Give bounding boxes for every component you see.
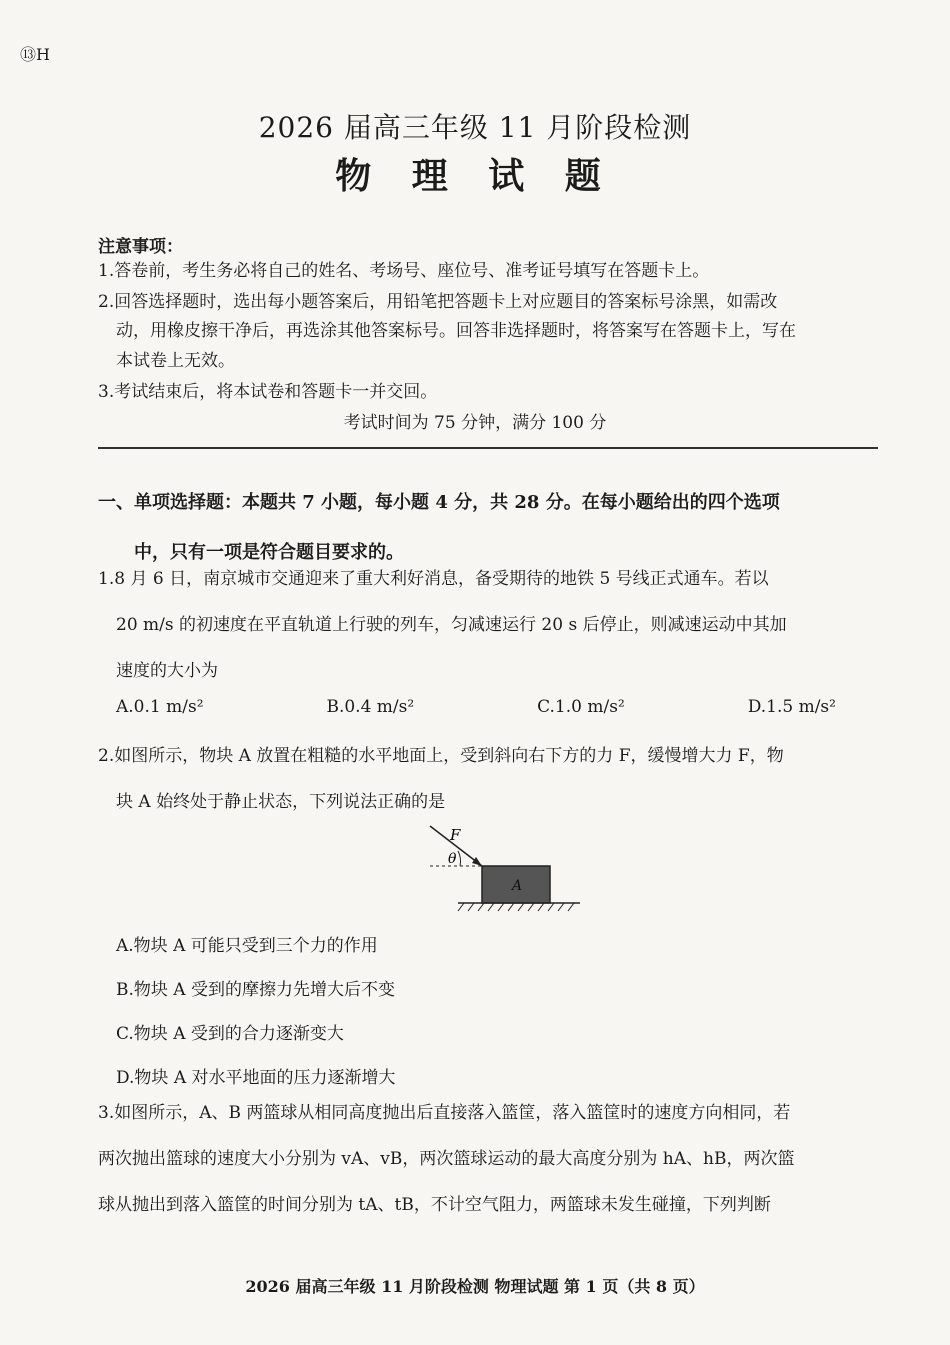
subject-title: 物 理 试 题	[335, 155, 615, 197]
corner-mark: ⑬H	[20, 45, 50, 64]
notice-item-2-end-wrap	[98, 346, 888, 377]
notice-item-2-cont-wrap	[98, 316, 888, 347]
section-1-line-2: 中，只有一项是符合题目要求的。	[134, 542, 404, 563]
notice-item-2-end: 本试卷上无效。	[116, 351, 235, 371]
angle-label: θ	[448, 851, 457, 867]
question-2-option-d: D.物块 A 对水平地面的压力逐渐增大	[116, 1068, 396, 1088]
question-2	[98, 733, 888, 825]
question-2-option-b: B.物块 A 受到的摩擦力先增大后不变	[116, 980, 395, 1000]
notice-item-3: 3.考试结束后，将本试卷和答题卡一并交回。	[98, 382, 438, 402]
question-2-line-1: 2.如图所示，物块 A 放置在粗糙的水平地面上，受到斜向右下方的力 F，缓慢增大力 F，物	[98, 746, 784, 766]
question-2-option-a: A.物块 A 可能只受到三个力的作用	[116, 936, 378, 956]
question-2-line-2: 块 A 始终处于静止状态，下列说法正确的是	[116, 792, 446, 812]
block-force-diagram	[420, 822, 590, 914]
question-1-line-2: 20 m/s 的初速度在平直轨道上行驶的列车，匀减速运行 20 s 后停止，则减速运动中其加	[116, 615, 787, 635]
question-1	[98, 556, 888, 694]
notice-item-2: 2.回答选择题时，选出每小题答案后，用铅笔把答题卡上对应题目的答案标号涂黑，如需改	[98, 292, 778, 312]
force-label: F	[450, 826, 461, 844]
question-3	[98, 1090, 888, 1228]
question-3-line-3: 球从抛出到落入篮筐的时间分别为 tA、tB，不计空气阻力，两篮球未发生碰撞，下列判断	[98, 1195, 771, 1215]
page-footer: 2026 届高三年级 11 月阶段检测 物理试题 第 1 页（共 8 页）	[245, 1277, 705, 1296]
force-arrowhead	[472, 857, 482, 866]
question-1-option-b: B.0.4 m/s²	[326, 697, 415, 717]
notice-heading: 注意事项：	[98, 237, 183, 257]
notice-item-2-cont: 动，用橡皮擦干净后，再选涂其他答案标号。回答非选择题时，将答案写在答题卡上，写在	[116, 321, 796, 341]
angle-arc	[458, 851, 461, 866]
question-2-option-c: C.物块 A 受到的合力逐渐变大	[116, 1024, 344, 1044]
ground-hatching	[458, 903, 574, 911]
question-1-line-3: 速度的大小为	[116, 661, 218, 681]
question-1-option-d: D.1.5 m/s²	[747, 697, 836, 717]
notice-item-1: 1.答卷前，考生务必将自己的姓名、考场号、座位号、准考证号填写在答题卡上。	[98, 261, 710, 281]
question-1-option-c: C.1.0 m/s²	[537, 697, 625, 717]
block-label: A	[512, 878, 523, 894]
question-1-option-a: A.0.1 m/s²	[116, 697, 204, 717]
question-3-line-1: 3.如图所示，A、B 两篮球从相同高度抛出后直接落入篮筐，落入篮筐时的速度方向相同，若	[98, 1103, 791, 1123]
question-1-options	[116, 697, 836, 717]
exam-title: 2026 届高三年级 11 月阶段检测	[258, 111, 692, 144]
section-1-line-1: 一、单项选择题：本题共 7 小题，每小题 4 分，共 28 分。在每小题给出的四个选项	[98, 492, 780, 513]
header-divider	[98, 447, 878, 449]
question-1-line-1: 1.8 月 6 日，南京城市交通迎来了重大利好消息，备受期待的地铁 5 号线正式通车。若以	[98, 569, 769, 589]
exam-time-info: 考试时间为 75 分钟，满分 100 分	[343, 413, 607, 433]
question-3-line-2: 两次抛出篮球的速度大小分别为 vA、vB，两次篮球运动的最大高度分别为 hA、hB，两次篮	[98, 1149, 795, 1169]
